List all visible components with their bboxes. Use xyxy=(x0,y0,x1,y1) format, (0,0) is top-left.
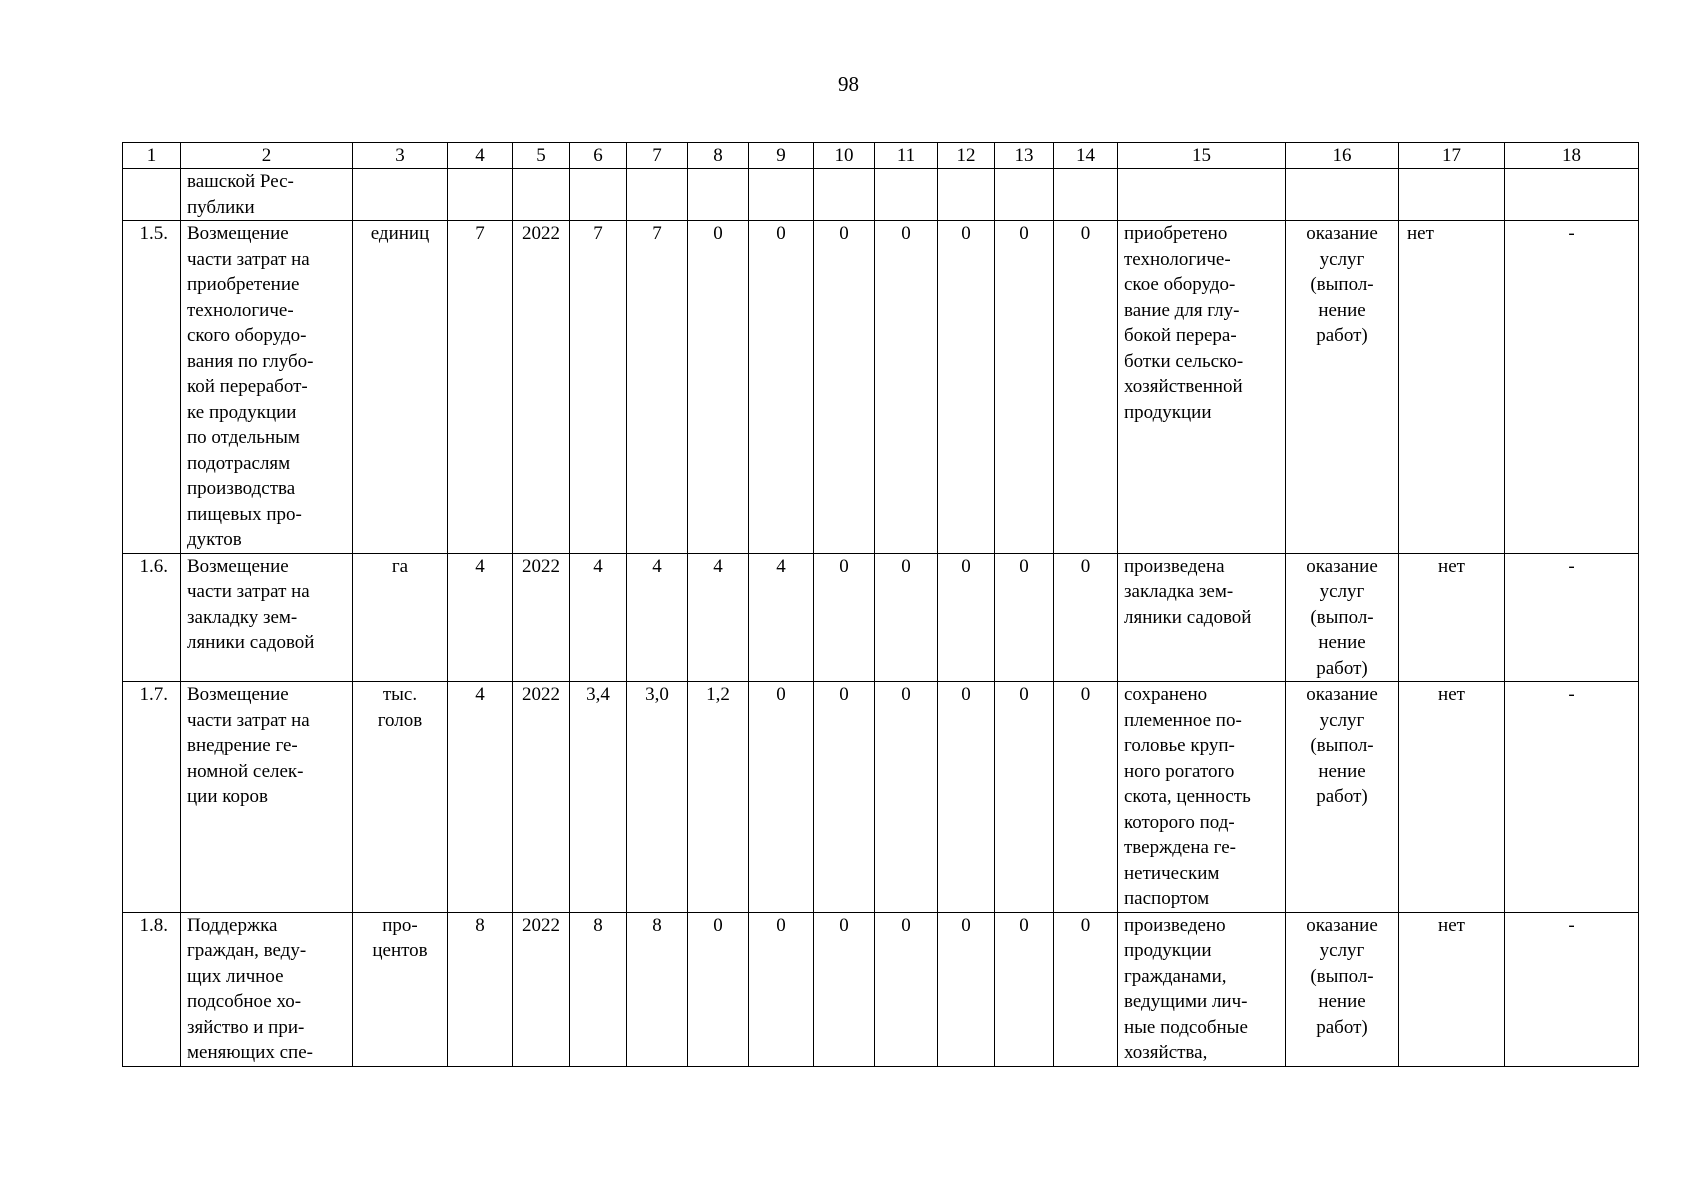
header-cell: 6 xyxy=(570,143,627,169)
header-cell: 18 xyxy=(1505,143,1639,169)
value-cell: 4 xyxy=(448,553,513,682)
value-cell: 0 xyxy=(875,553,938,682)
header-cell: 1 xyxy=(123,143,181,169)
value-cell: 4 xyxy=(627,553,688,682)
header-cell: 7 xyxy=(627,143,688,169)
header-cell: 15 xyxy=(1118,143,1286,169)
measure-name: Поддержка граждан, веду- щих личное подсобное хо- зяйство и при- меняющих спе- xyxy=(181,912,353,1066)
value-cell: 0 xyxy=(938,221,995,554)
header-cell: 13 xyxy=(995,143,1054,169)
header-cell: 4 xyxy=(448,143,513,169)
result-cell: сохранено племенное по- головье круп- ного рогатого скота, ценность которого под- тверждена ге- нетическим паспортом xyxy=(1118,682,1286,913)
flag-cell: нет xyxy=(1399,912,1505,1066)
value-cell: 0 xyxy=(995,912,1054,1066)
value-cell: 0 xyxy=(875,912,938,1066)
header-cell: 3 xyxy=(353,143,448,169)
header-cell: 11 xyxy=(875,143,938,169)
value-cell: 7 xyxy=(627,221,688,554)
type-cell: оказание услуг (выпол- нение работ) xyxy=(1286,912,1399,1066)
value-cell: 0 xyxy=(749,682,814,913)
value-cell: 0 xyxy=(995,553,1054,682)
year-cell: 2022 xyxy=(513,553,570,682)
header-cell: 10 xyxy=(814,143,875,169)
value-cell: 0 xyxy=(688,221,749,554)
unit: единиц xyxy=(353,221,448,554)
header-cell: 5 xyxy=(513,143,570,169)
value-cell: 7 xyxy=(448,221,513,554)
unit: га xyxy=(353,553,448,682)
value-cell: 0 xyxy=(995,221,1054,554)
value-cell: 4 xyxy=(688,553,749,682)
header-cell: 16 xyxy=(1286,143,1399,169)
value-cell: 0 xyxy=(814,221,875,554)
table-row xyxy=(123,221,1639,554)
value-cell: 0 xyxy=(938,682,995,913)
measure-name: вашской Рес- публики xyxy=(181,169,353,221)
flag-cell: нет xyxy=(1399,553,1505,682)
value-cell: 0 xyxy=(1054,553,1118,682)
value-cell: 4 xyxy=(749,553,814,682)
value-cell: 0 xyxy=(814,682,875,913)
note-cell: - xyxy=(1505,221,1639,554)
row-id: 1.5. xyxy=(123,221,181,554)
indicators-table xyxy=(122,142,1639,1067)
unit: про- центов xyxy=(353,912,448,1066)
value-cell: 0 xyxy=(875,682,938,913)
value-cell: 4 xyxy=(570,553,627,682)
value-cell: 3,0 xyxy=(627,682,688,913)
value-cell: 7 xyxy=(570,221,627,554)
result-cell: произведено продукции гражданами, ведущими лич- ные подсобные хозяйства, xyxy=(1118,912,1286,1066)
type-cell: оказание услуг (выпол- нение работ) xyxy=(1286,221,1399,554)
year-cell: 2022 xyxy=(513,912,570,1066)
header-cell: 12 xyxy=(938,143,995,169)
value-cell: 0 xyxy=(995,682,1054,913)
value-cell: 8 xyxy=(627,912,688,1066)
header-cell: 8 xyxy=(688,143,749,169)
value-cell: 0 xyxy=(938,912,995,1066)
header-cell: 2 xyxy=(181,143,353,169)
row-id: 1.6. xyxy=(123,553,181,682)
value-cell: 0 xyxy=(688,912,749,1066)
note-cell: - xyxy=(1505,553,1639,682)
page-number: 98 xyxy=(838,72,859,96)
year-cell: 2022 xyxy=(513,221,570,554)
value-cell: 0 xyxy=(749,221,814,554)
value-cell: 0 xyxy=(814,553,875,682)
table-row xyxy=(123,553,1639,682)
header-cell: 9 xyxy=(749,143,814,169)
table-row-continuation xyxy=(123,169,1639,221)
table-row xyxy=(123,682,1639,913)
measure-name: Возмещение части затрат на внедрение ге- номной селек- ции коров xyxy=(181,682,353,913)
row-id: 1.8. xyxy=(123,912,181,1066)
year-cell: 2022 xyxy=(513,682,570,913)
result-cell: произведена закладка зем- ляники садовой xyxy=(1118,553,1286,682)
value-cell: 8 xyxy=(448,912,513,1066)
value-cell: 0 xyxy=(1054,912,1118,1066)
value-cell: 8 xyxy=(570,912,627,1066)
type-cell: оказание услуг (выпол- нение работ) xyxy=(1286,553,1399,682)
measure-name: Возмещение части затрат на закладку зем- ляники садовой xyxy=(181,553,353,682)
header-row xyxy=(123,143,1639,169)
row-id: 1.7. xyxy=(123,682,181,913)
value-cell: 0 xyxy=(749,912,814,1066)
header-cell: 14 xyxy=(1054,143,1118,169)
value-cell: 0 xyxy=(814,912,875,1066)
unit: тыс. голов xyxy=(353,682,448,913)
value-cell: 4 xyxy=(448,682,513,913)
type-cell: оказание услуг (выпол- нение работ) xyxy=(1286,682,1399,913)
value-cell: 0 xyxy=(938,553,995,682)
header-cell: 17 xyxy=(1399,143,1505,169)
note-cell: - xyxy=(1505,682,1639,913)
value-cell: 3,4 xyxy=(570,682,627,913)
value-cell: 0 xyxy=(875,221,938,554)
value-cell: 1,2 xyxy=(688,682,749,913)
measure-name: Возмещение части затрат на приобретение технологиче- ского оборудо- вания по глубо- кой переработ- ке продукции по отдельным подотраслям производства пищевых про- дуктов xyxy=(181,221,353,554)
flag-cell: нет xyxy=(1399,221,1505,554)
table-row xyxy=(123,912,1639,1066)
note-cell: - xyxy=(1505,912,1639,1066)
flag-cell: нет xyxy=(1399,682,1505,913)
value-cell: 0 xyxy=(1054,221,1118,554)
result-cell: приобретено технологиче- ское оборудо- вание для глу- бокой перера- ботки сельско- хозяйственной продукции xyxy=(1118,221,1286,554)
value-cell: 0 xyxy=(1054,682,1118,913)
